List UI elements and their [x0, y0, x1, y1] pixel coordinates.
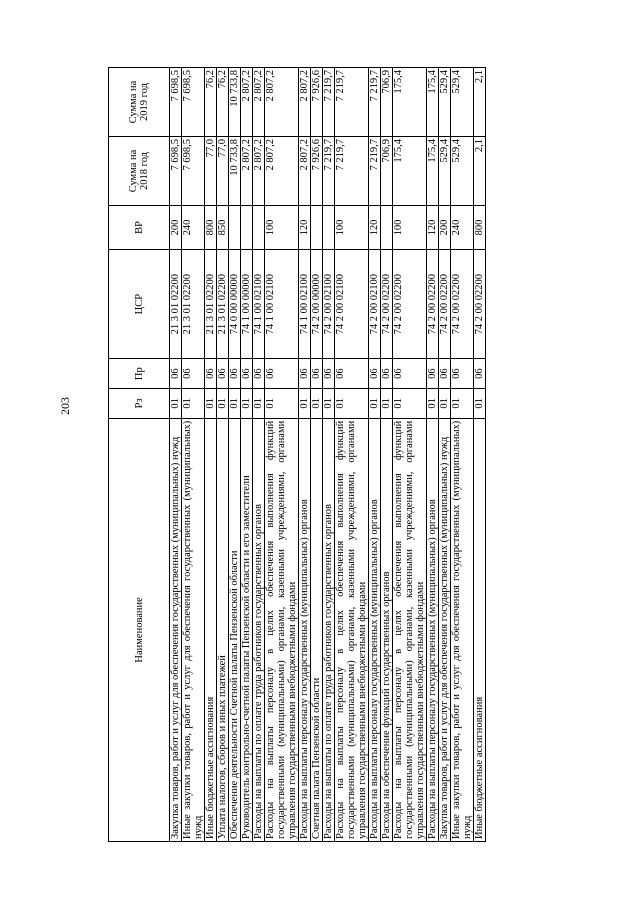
- cell-sum-2019: 2 807,2: [299, 68, 311, 137]
- cell-rz: 01: [311, 389, 323, 419]
- cell-sum-2018: 2 807,2: [299, 137, 311, 206]
- cell-sum-2018: 7 219,7: [323, 137, 335, 206]
- table-row: [439, 68, 451, 842]
- cell-csr: 74 2 00 02200: [381, 249, 393, 358]
- cell-vr: [323, 205, 335, 249]
- cell-pr: 06: [335, 359, 369, 389]
- cell-pr: 06: [265, 359, 299, 389]
- cell-sum-2019: 10 733,8: [229, 68, 241, 137]
- cell-vr: 100: [335, 205, 369, 249]
- cell-name: Закупка товаров, работ и услуг для обеспечения государственных (муниципальных) нужд: [439, 418, 451, 841]
- cell-name: Расходы на выплаты персоналу в целях обеспечения выполнения функций государственными (муниципальными) органами, казенными учреждениями, органами управления государственными внебюджетными фондами: [335, 418, 369, 841]
- cell-pr: 06: [451, 359, 474, 389]
- cell-rz: 01: [241, 389, 253, 419]
- cell-sum-2018: 2 807,2: [265, 137, 299, 206]
- cell-rz: 01: [229, 389, 241, 419]
- cell-csr: 21 3 01 02200: [217, 249, 229, 358]
- cell-csr: 74 2 00 02200: [451, 249, 474, 358]
- cell-vr: 800: [474, 205, 486, 249]
- cell-sum-2018: 77,0: [217, 137, 229, 206]
- cell-csr: 74 2 00 00000: [311, 249, 323, 358]
- cell-sum-2018: 2 807,2: [241, 137, 253, 206]
- header-pr: Пр: [109, 359, 170, 389]
- cell-sum-2019: 2 807,2: [253, 68, 265, 137]
- table-row: [335, 68, 369, 842]
- cell-vr: 240: [182, 205, 205, 249]
- cell-pr: 06: [369, 359, 381, 389]
- cell-sum-2018: 175,4: [393, 137, 427, 206]
- cell-name: Расходы на выплаты персоналу государственных (муниципальных) органов: [369, 418, 381, 841]
- table-row: [229, 68, 241, 842]
- cell-pr: 06: [170, 359, 182, 389]
- cell-vr: 120: [369, 205, 381, 249]
- cell-vr: 240: [451, 205, 474, 249]
- cell-vr: 800: [205, 205, 217, 249]
- cell-pr: 06: [311, 359, 323, 389]
- table-row: [241, 68, 253, 842]
- cell-sum-2019: 2 807,2: [265, 68, 299, 137]
- cell-rz: 01: [335, 389, 369, 419]
- cell-sum-2018: 7 698,5: [170, 137, 182, 206]
- cell-pr: 06: [427, 359, 439, 389]
- cell-sum-2018: 706,9: [381, 137, 393, 206]
- cell-csr: 74 0 00 00000: [229, 249, 241, 358]
- cell-sum-2019: 7 219,7: [335, 68, 369, 137]
- cell-csr: 74 2 00 02200: [393, 249, 427, 358]
- cell-csr: 74 2 00 02100: [335, 249, 369, 358]
- cell-vr: [229, 205, 241, 249]
- cell-sum-2019: 7 698,5: [170, 68, 182, 137]
- cell-pr: 06: [205, 359, 217, 389]
- table-row: [170, 68, 182, 842]
- cell-csr: 74 2 00 02100: [369, 249, 381, 358]
- cell-sum-2018: 175,4: [427, 137, 439, 206]
- cell-sum-2018: 529,4: [439, 137, 451, 206]
- cell-rz: 01: [323, 389, 335, 419]
- cell-pr: 06: [474, 359, 486, 389]
- cell-csr: 21 3 01 02200: [170, 249, 182, 358]
- cell-vr: 200: [439, 205, 451, 249]
- cell-rz: 01: [217, 389, 229, 419]
- cell-vr: 120: [299, 205, 311, 249]
- cell-rz: 01: [182, 389, 205, 419]
- cell-name: Иные закупки товаров, работ и услуг для обеспечения государственных (муниципальных) нужд: [182, 418, 205, 841]
- table-row: [253, 68, 265, 842]
- cell-csr: 74 1 00 02100: [253, 249, 265, 358]
- cell-rz: 01: [451, 389, 474, 419]
- budget-table: [108, 67, 486, 842]
- cell-vr: 100: [265, 205, 299, 249]
- cell-name: Иные закупки товаров, работ и услуг для обеспечения государственных (муниципальных) нужд: [451, 418, 474, 841]
- cell-name: Уплата налогов, сборов и иных платежей: [217, 418, 229, 841]
- cell-rz: 01: [393, 389, 427, 419]
- cell-rz: 01: [170, 389, 182, 419]
- table-row: [217, 68, 229, 842]
- header-name: Наименование: [109, 418, 170, 841]
- cell-sum-2019: 7 219,7: [369, 68, 381, 137]
- cell-csr: 74 2 00 02200: [427, 249, 439, 358]
- cell-sum-2018: 7 698,5: [182, 137, 205, 206]
- cell-sum-2018: 2 807,2: [253, 137, 265, 206]
- cell-sum-2018: 7 219,7: [335, 137, 369, 206]
- table-row: [451, 68, 474, 842]
- table-row: [311, 68, 323, 842]
- cell-name: Расходы на выплаты персоналу в целях обеспечения выполнения функций государственными (муниципальными) органами, казенными учреждениями, органами управления государственными внебюджетными фондами: [265, 418, 299, 841]
- table-row: [265, 68, 299, 842]
- cell-sum-2018: 2,1: [474, 137, 486, 206]
- cell-sum-2019: 529,4: [451, 68, 474, 137]
- cell-pr: 06: [381, 359, 393, 389]
- cell-csr: 21 3 01 02200: [205, 249, 217, 358]
- cell-vr: 100: [393, 205, 427, 249]
- table-body: [170, 68, 486, 842]
- cell-pr: 06: [217, 359, 229, 389]
- cell-rz: 01: [439, 389, 451, 419]
- header-sum-2019: Сумма на 2019 год: [109, 68, 170, 137]
- cell-vr: 850: [217, 205, 229, 249]
- table-row: [381, 68, 393, 842]
- cell-csr: 74 1 00 02100: [265, 249, 299, 358]
- header-rz: Рз: [109, 389, 170, 419]
- cell-name: Расходы на выплаты по оплате труда работников государственных органов: [253, 418, 265, 841]
- cell-sum-2018: 77,0: [205, 137, 217, 206]
- cell-sum-2019: 175,4: [427, 68, 439, 137]
- cell-vr: 120: [427, 205, 439, 249]
- header-vr: ВР: [109, 205, 170, 249]
- cell-rz: 01: [299, 389, 311, 419]
- cell-rz: 01: [427, 389, 439, 419]
- table-row: [205, 68, 217, 842]
- cell-name: Иные бюджетные ассигнования: [205, 418, 217, 841]
- cell-sum-2019: 175,4: [393, 68, 427, 137]
- cell-name: Счетная палата Пензенской области: [311, 418, 323, 841]
- cell-rz: 01: [265, 389, 299, 419]
- cell-pr: 06: [299, 359, 311, 389]
- cell-pr: 06: [439, 359, 451, 389]
- cell-name: Закупка товаров, работ и услуг для обеспечения государственных (муниципальных) нужд: [170, 418, 182, 841]
- cell-name: Расходы на выплаты персоналу в целях обеспечения выполнения функций государственными (муниципальными) органами, казенными учреждениями, органами управления государственными внебюджетными фондами: [393, 418, 427, 841]
- cell-vr: [381, 205, 393, 249]
- cell-rz: 01: [253, 389, 265, 419]
- cell-sum-2018: 529,4: [451, 137, 474, 206]
- cell-sum-2019: 529,4: [439, 68, 451, 137]
- table-row: [393, 68, 427, 842]
- cell-rz: 01: [474, 389, 486, 419]
- cell-vr: [253, 205, 265, 249]
- page-number: 203: [58, 397, 72, 415]
- cell-name: Расходы на выплаты персоналу государственных (муниципальных) органов: [427, 418, 439, 841]
- cell-csr: 21 3 01 02200: [182, 249, 205, 358]
- cell-sum-2019: 7 219,7: [323, 68, 335, 137]
- table-row: [474, 68, 486, 842]
- cell-sum-2018: 7 219,7: [369, 137, 381, 206]
- cell-rz: 01: [381, 389, 393, 419]
- header-sum-2018: Сумма на 2018 год: [109, 137, 170, 206]
- cell-sum-2018: 7 926,6: [311, 137, 323, 206]
- header-row: [109, 68, 170, 842]
- table-row: [299, 68, 311, 842]
- cell-csr: 74 1 00 02100: [299, 249, 311, 358]
- cell-vr: [241, 205, 253, 249]
- cell-pr: 06: [241, 359, 253, 389]
- cell-name: Иные бюджетные ассигнования: [474, 418, 486, 841]
- cell-name: Обеспечение деятельности Счетной палаты Пензенской области: [229, 418, 241, 841]
- cell-csr: 74 2 00 02200: [474, 249, 486, 358]
- cell-name: Расходы на выплаты персоналу государственных (муниципальных) органов: [299, 418, 311, 841]
- cell-pr: 06: [253, 359, 265, 389]
- cell-csr: 74 2 00 02100: [323, 249, 335, 358]
- rotated-table-wrapper: [108, 67, 593, 842]
- cell-pr: 06: [229, 359, 241, 389]
- table-row: [182, 68, 205, 842]
- header-csr: ЦСР: [109, 249, 170, 358]
- cell-name: Расходы на обеспечение функций государственных органов: [381, 418, 393, 841]
- cell-sum-2019: 7 698,5: [182, 68, 205, 137]
- cell-pr: 06: [393, 359, 427, 389]
- cell-csr: 74 1 00 00000: [241, 249, 253, 358]
- cell-sum-2019: 2 807,2: [241, 68, 253, 137]
- cell-rz: 01: [369, 389, 381, 419]
- cell-vr: 200: [170, 205, 182, 249]
- cell-rz: 01: [205, 389, 217, 419]
- cell-sum-2019: 76,2: [205, 68, 217, 137]
- cell-sum-2019: 7 926,6: [311, 68, 323, 137]
- cell-sum-2018: 10 733,8: [229, 137, 241, 206]
- cell-pr: 06: [182, 359, 205, 389]
- cell-sum-2019: 76,2: [217, 68, 229, 137]
- table-row: [369, 68, 381, 842]
- cell-name: Расходы на выплаты по оплате труда работников государственных органов: [323, 418, 335, 841]
- cell-csr: 74 2 00 02200: [439, 249, 451, 358]
- table-row: [323, 68, 335, 842]
- cell-sum-2019: 706,9: [381, 68, 393, 137]
- table-row: [427, 68, 439, 842]
- cell-sum-2019: 2,1: [474, 68, 486, 137]
- cell-name: Руководитель контрольно-счетной палаты Пензенской области и его заместители: [241, 418, 253, 841]
- cell-pr: 06: [323, 359, 335, 389]
- cell-vr: [311, 205, 323, 249]
